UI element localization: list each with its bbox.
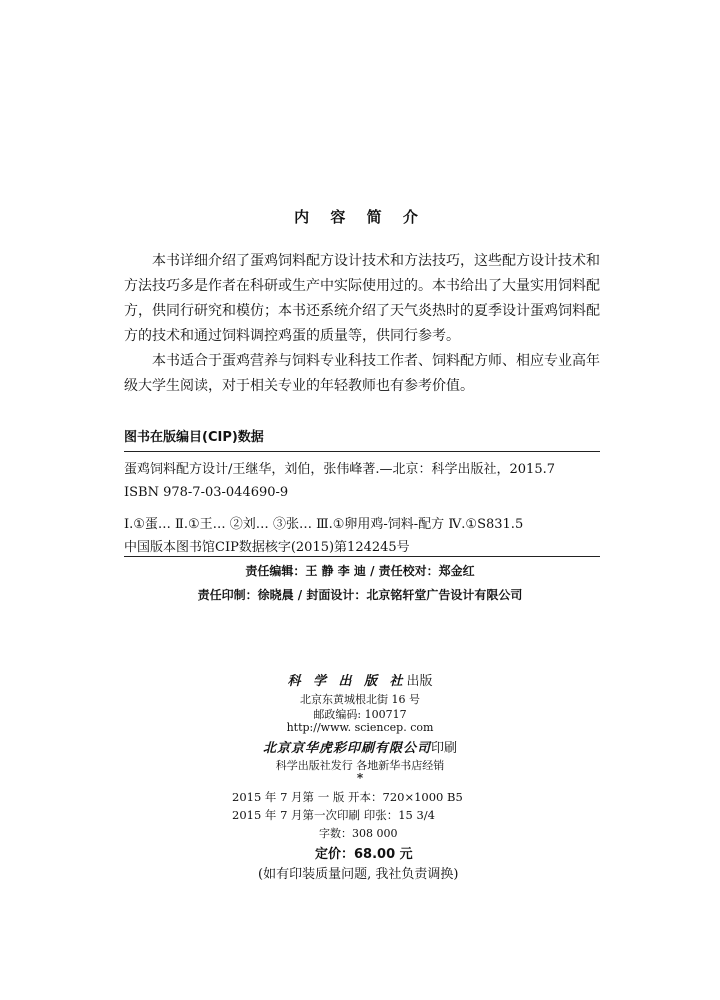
publisher-url: http://www. sciencep. com	[286, 721, 434, 734]
distribution-line: 科学出版社发行 各地新华书店经销	[275, 759, 445, 772]
cip-title-line: 蛋鸡饲料配方设计/王继华，刘伯，张伟峰著.—北京：科学出版社，2015.7	[124, 462, 555, 477]
printer-name: 北京京华虎彩印刷有限公司	[262, 741, 431, 756]
publisher-address: 北京东黄城根北街 16 号	[300, 693, 420, 706]
cip-bottom-rule	[124, 556, 600, 557]
credits-production: 责任印制：徐晓晨 / 封面设计：北京铭轩堂广告设计有限公司	[197, 588, 523, 602]
printing-line: 2015 年 7 月第一次印刷 印张：15 3/4	[232, 808, 436, 822]
replacement-notice: (如有印装质量问题, 我社负责调换)	[258, 867, 459, 882]
cip-block	[124, 451, 600, 555]
intro-paragraph-1: 本书详细介绍了蛋鸡饲料配方设计技术和方法技巧，这些配方设计技术和方法技巧多是作者在科研或生产中实际使用过的。本书给出了大量实用饲料配方，供同行研究和模仿；本书还系统介绍了天气炎热时的夏季设计蛋鸡饲料配方的技术和通过饲料调控鸡蛋的质量等，供同行参考。	[124, 253, 600, 344]
price: 定价：68.00 元	[315, 847, 413, 862]
publisher-line	[0, 670, 720, 689]
edition-line: 2015 年 7 月第 一 版 开本：720×1000 B5	[232, 790, 463, 804]
separator-star: *	[356, 771, 364, 785]
printer-suffix: 印刷	[431, 741, 458, 756]
intro-paragraph-2: 本书适合于蛋鸡营养与饲料专业科技工作者、饲料配方师、相应专业高年级大学生阅读，对于相关专业的年轻教师也有参考价值。	[124, 353, 600, 394]
cip-heading: 图书在版编目(CIP)数据	[124, 430, 264, 445]
page-title: 内 容 简 介	[294, 208, 426, 226]
publisher-postcode: 邮政编码: 100717	[313, 708, 407, 721]
publisher-name: 科 学 出 版 社	[287, 674, 407, 689]
intro-body	[124, 249, 600, 399]
cip-isbn: ISBN 978-7-03-044690-9	[124, 485, 289, 500]
word-count: 字数：308 000	[319, 827, 398, 840]
credits-editors: 责任编辑：王 静 李 迪 / 责任校对：郑金红	[245, 564, 475, 578]
publisher-suffix: 出版	[406, 674, 433, 689]
cip-record-number: 中国版本图书馆CIP数据核字(2015)第124245号	[124, 540, 410, 555]
cip-classification: Ⅰ.①蛋… Ⅱ.①王… ②刘… ③张… Ⅲ.①卵用鸡-饲料-配方 Ⅳ.①S831.5	[124, 517, 524, 532]
printer-line	[0, 737, 720, 756]
